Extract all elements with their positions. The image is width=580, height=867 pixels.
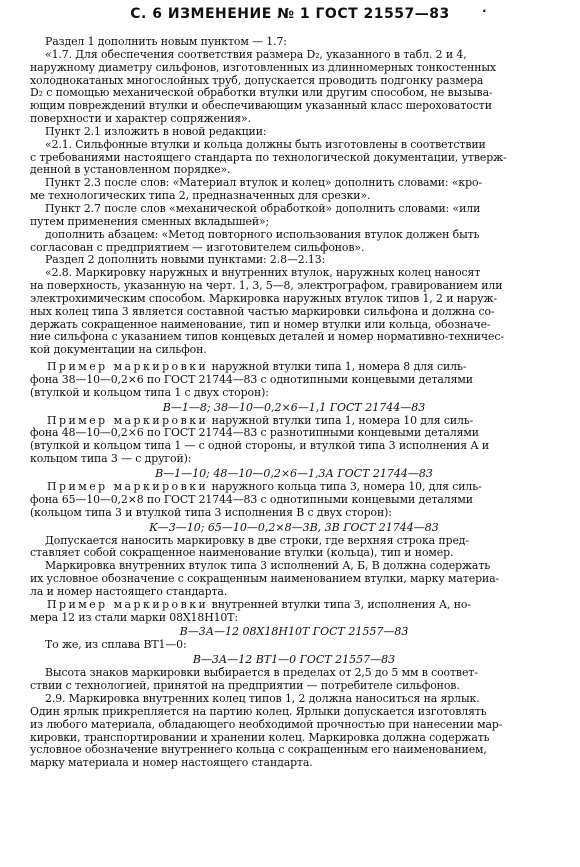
paragraph-line: ющим повреждений втулки и обеспечивающим указанный класс шероховатости xyxy=(30,99,492,113)
paragraph-line: «2.8. Маркировку наружных и внутренних втулок, наружных колец наносят xyxy=(45,266,481,280)
paragraph-line: ла и номер настоящего стандарта. xyxy=(30,584,228,598)
paragraph-line: Один ярлык прикрепляется на партию колец. Ярлыки допускается изготовлять xyxy=(30,704,487,718)
header-mark: · xyxy=(482,4,488,18)
example-label: Пример маркировки xyxy=(47,360,209,374)
paragraph-line: из любого материала, обладающего необходимой прочностью при нанесении мар- xyxy=(30,717,503,731)
paragraph-line: Раздел 2 дополнить новыми пунктами: 2.8—2.13: xyxy=(45,253,326,267)
paragraph-line: Пункт 2.3 после слов: «Материал втулок и колец» дополнить словами: «кро- xyxy=(45,176,483,190)
example-line: мера 12 из стали марки 08Х18Н10Т: xyxy=(30,610,238,624)
paragraph-line: кой документации на сильфон. xyxy=(30,343,207,357)
paragraph-line: «2.1. Сильфонные втулки и кольца должны быть изготовлены в соответствии xyxy=(45,137,486,151)
paragraph-line: условное обозначение внутреннего кольца с сокращенным его наименованием, xyxy=(30,743,487,757)
marking-formula: В—3А—12 ВТ1—0 ГОСТ 21557—83 xyxy=(192,653,396,667)
paragraph-line: ние сильфона с указанием типов концевых деталей и номер нормативно-техничес- xyxy=(30,330,504,344)
paragraph-line: денной в установленном порядке». xyxy=(30,163,231,177)
paragraph-line: холоднокатаных многослойных труб, допускается проводить подгонку размера xyxy=(30,73,484,87)
paragraph-line: То же, из сплава ВТ1—0: xyxy=(45,638,187,652)
paragraph-line: электрохимическим способом. Маркировка наружных втулок типов 1, 2 и наруж- xyxy=(30,291,497,305)
paragraph-line: Раздел 1 дополнить новым пунктом — 1.7: xyxy=(45,35,287,48)
paragraph-line: Пункт 2.7 после слов «механической обработкой» дополнить словами: «или xyxy=(45,201,481,215)
paragraph-line: с требованиями настоящего стандарта по технологической документации, утверж- xyxy=(30,150,507,164)
example-line: фона 65—10—0,2×8 по ГОСТ 21744—83 с однотипными концевыми деталями xyxy=(30,492,473,506)
marking-formula: В—3А—12 08Х18Н10Т ГОСТ 21557—83 xyxy=(179,625,409,639)
paragraph-line: марку материала и номер настоящего стандарта. xyxy=(30,756,313,770)
paragraph-line: «1.7. Для обеспечения соответствия размера D₂, указанного в табл. 2 и 4, xyxy=(45,47,467,61)
example-text: наружной втулки типа 1, номера 10 для силь- xyxy=(208,413,474,427)
paragraph-line: держать сокращенное наименование, тип и номер втулки или кольца, обозначе- xyxy=(30,317,491,331)
example-label: Пример маркировки xyxy=(47,597,209,611)
paragraph-line: на поверхность, указанную на черт. 1, 3, 5—8, электрографом, гравированием или xyxy=(30,279,503,293)
paragraph-line: дополнить абзацем: «Метод повторного использования втулок должен быть xyxy=(45,227,480,241)
example-line: кольцом типа 3 — с другой): xyxy=(30,452,192,466)
paragraph-line: кировки, транспортировании и хранении колец. Маркировка должна содержать xyxy=(30,730,490,744)
paragraph-line: их условное обозначение с сокращенным наименованием втулки, марку материа- xyxy=(30,572,500,586)
paragraph-line: согласован с предприятием — изготовителем сильфонов». xyxy=(30,240,365,254)
paragraph-line: путем применения сменных вкладышей»; xyxy=(30,214,270,228)
example-line xyxy=(30,599,558,612)
paragraph-line: ных колец типа 3 является составной частью маркировки сильфона и должна со- xyxy=(30,304,495,318)
example-line: (втулкой и кольцом типа 1 с двух сторон): xyxy=(30,385,269,399)
example-text: внутренней втулки типа 3, исполнения А, но- xyxy=(208,597,471,611)
example-line: (втулкой и кольцом типа 1 — с одной стороны, и втулкой типа 3 исполнения А и xyxy=(30,439,490,453)
paragraph-line: Допускается наносить маркировку в две строки, где верхняя строка пред- xyxy=(45,533,469,547)
paragraph-line: 2.9. Маркировка внутренних колец типов 1, 2 должна наноситься на ярлык. xyxy=(45,691,480,705)
example-text: наружного кольца типа 3, номера 10, для силь- xyxy=(208,480,482,493)
paragraph-line: Высота знаков маркировки выбирается в пределах от 2,5 до 5 мм в соответ- xyxy=(45,666,478,680)
paragraph-line: Пункт 2.1 изложить в новой редакции: xyxy=(45,124,267,138)
paragraph-line: поверхности и характер сопряжения». xyxy=(30,112,251,126)
paragraph-line: D₂ с помощью механической обработки втулки или другим способом, не вызыва- xyxy=(30,86,493,100)
marking-formula: В—1—10; 48—10—0,2×6—1,3А ГОСТ 21744—83 xyxy=(155,467,433,480)
paragraph-line: ствии с технологией, принятой на предприятии — потребителе сильфонов. xyxy=(30,679,460,693)
paragraph-line: ме технологических типа 2, предназначенных для срезки». xyxy=(30,189,371,203)
example-line xyxy=(30,481,558,494)
paragraph-line: Маркировка внутренних втулок типа 3 исполнений А, Б, В должна содержать xyxy=(45,559,491,573)
example-line: (кольцом типа 3 и втулкой типа 3 исполнения В с двух сторон): xyxy=(30,505,392,519)
paragraph-line: наружному диаметру сильфонов, изготовленных из длинномерных тонкостенных xyxy=(30,60,496,74)
example-line: фона 38—10—0,2×6 по ГОСТ 21744—83 с однотипными концевыми деталями xyxy=(30,372,473,386)
example-label: Пример маркировки xyxy=(47,480,209,493)
header-title: С. 6 ИЗМЕНЕНИЕ № 1 ГОСТ 21557—83 xyxy=(130,6,450,22)
example-label: Пример маркировки xyxy=(47,413,209,427)
document-body xyxy=(30,36,558,770)
example-line xyxy=(30,361,558,374)
marking-formula: В—1—8; 38—10—0,2×6—1,1 ГОСТ 21744—83 xyxy=(162,400,426,414)
example-text: наружной втулки типа 1, номера 8 для силь- xyxy=(208,360,467,374)
page-header xyxy=(0,6,580,22)
marking-formula: К—3—10; 65—10—0,2×8—3В, 3В ГОСТ 21744—83 xyxy=(149,520,439,534)
example-line: фона 48—10—0,2×6 по ГОСТ 21744—83 с разнотипными концевыми деталями xyxy=(30,426,479,440)
paragraph-line: ставляет собой сокращенное наименование втулки (кольца), тип и номер. xyxy=(30,546,454,560)
